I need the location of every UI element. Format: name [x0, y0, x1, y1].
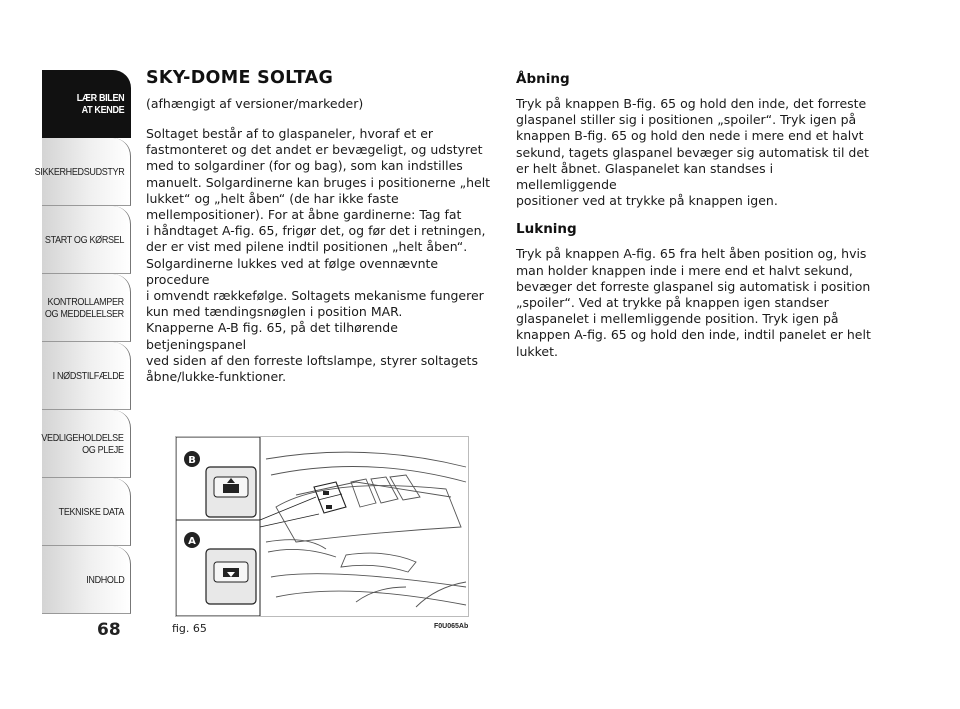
section-subtitle: (afhængigt af versioner/markeder)	[146, 96, 364, 111]
tab-label: LÆR BILEN AT KENDE	[76, 91, 124, 116]
tab-laer-bilen[interactable]	[42, 70, 131, 138]
label-a: A	[188, 536, 196, 547]
left-column	[146, 68, 501, 385]
chapter-tabs	[34, 70, 131, 614]
tab-label: START OG KØRSEL	[44, 233, 124, 246]
tab-i-nodstilfaelde[interactable]	[42, 342, 131, 410]
console-button-icons	[323, 491, 332, 509]
tab-label: VEDLIGEHOLDELSE OG PLEJE	[41, 431, 124, 456]
tab-label: KONTROLLAMPER OG MEDDELELSER	[45, 295, 124, 320]
heading-lukning: Lukning	[516, 221, 577, 238]
heading-abning: Åbning	[516, 71, 570, 87]
opening-paragraph: Tryk på knappen B-fig. 65 og hold den inde, det forreste glaspanel stiller sig i positionen „spoiler“. Tryk igen på knappen B-fig. 65 og hold den nede i mere end et halvt sekund, tagets glaspanel bevæger sig automatisk til det er helt åbnet. Glaspanelet kan standses i mellemliggende positioner ved at trykke på knappen igen.	[516, 96, 869, 209]
tab-kontrollamper[interactable]	[42, 274, 131, 342]
tab-vedligeholdelse[interactable]	[42, 410, 131, 478]
figure-caption: fig. 65	[172, 622, 207, 635]
tab-label: TEKNISKE DATA	[58, 505, 124, 518]
sunroof-open-icon	[223, 484, 239, 493]
overhead-console-illustration	[176, 437, 468, 616]
body-paragraph: Soltaget består af to glaspaneler, hvoraf et er fastmonteret og det andet er bevægeligt, og udstyret med to solgardiner (for og bag), som kan indstilles manuelt. Solgardinerne kan bruges i positionerne „helt lukket“ og „helt åben“ (de har ikke faste mellempositioner). For at åbne gardinerne: Tag fat i håndtaget A-fig. 65, frigør det, og før det i retningen, der er vist med pilene indtil positionen „helt åben“. Solgardinerne lukkes ved at følge ovennævnte procedure i omvendt rækkefølge. Soltagets mekanisme fungerer kun med tændingsnøglen i position MAR. Knapperne A-B fig. 65, på det tilhørende betjeningspanel ved siden af den forreste loftslampe, styrer soltagets åbne/lukke-funktioner.	[146, 126, 491, 385]
tab-label: SIKKERHEDSUDSTYR	[34, 165, 124, 178]
tab-label: I NØDSTILFÆLDE	[52, 369, 124, 382]
tab-start-og-korsel[interactable]	[42, 206, 131, 274]
page-number: 68	[97, 620, 121, 640]
tab-indhold[interactable]	[42, 546, 131, 614]
right-column	[516, 71, 872, 372]
figure-65	[175, 436, 469, 617]
tab-tekniske-data[interactable]	[42, 478, 131, 546]
tab-sikkerhedsudstyr[interactable]	[34, 138, 131, 206]
figure-code: F0U065Ab	[434, 623, 469, 630]
roof-console	[266, 452, 466, 607]
closing-paragraph: Tryk på knappen A-fig. 65 fra helt åben position og, hvis man holder knappen inde i mere end et halvt sekund, bevæger det forreste glaspanel sig automatisk i position „spoiler“. Ved at trykke på knappen igen standser glaspanelet i mellemliggende position. Tryk igen på knappen A-fig. 65 og hold den inde, indtil panelet er helt lukket.	[516, 246, 871, 359]
tab-label: INDHOLD	[85, 573, 124, 586]
label-b: B	[188, 455, 196, 466]
section-title: SKY-DOME SOLTAG	[146, 68, 334, 88]
